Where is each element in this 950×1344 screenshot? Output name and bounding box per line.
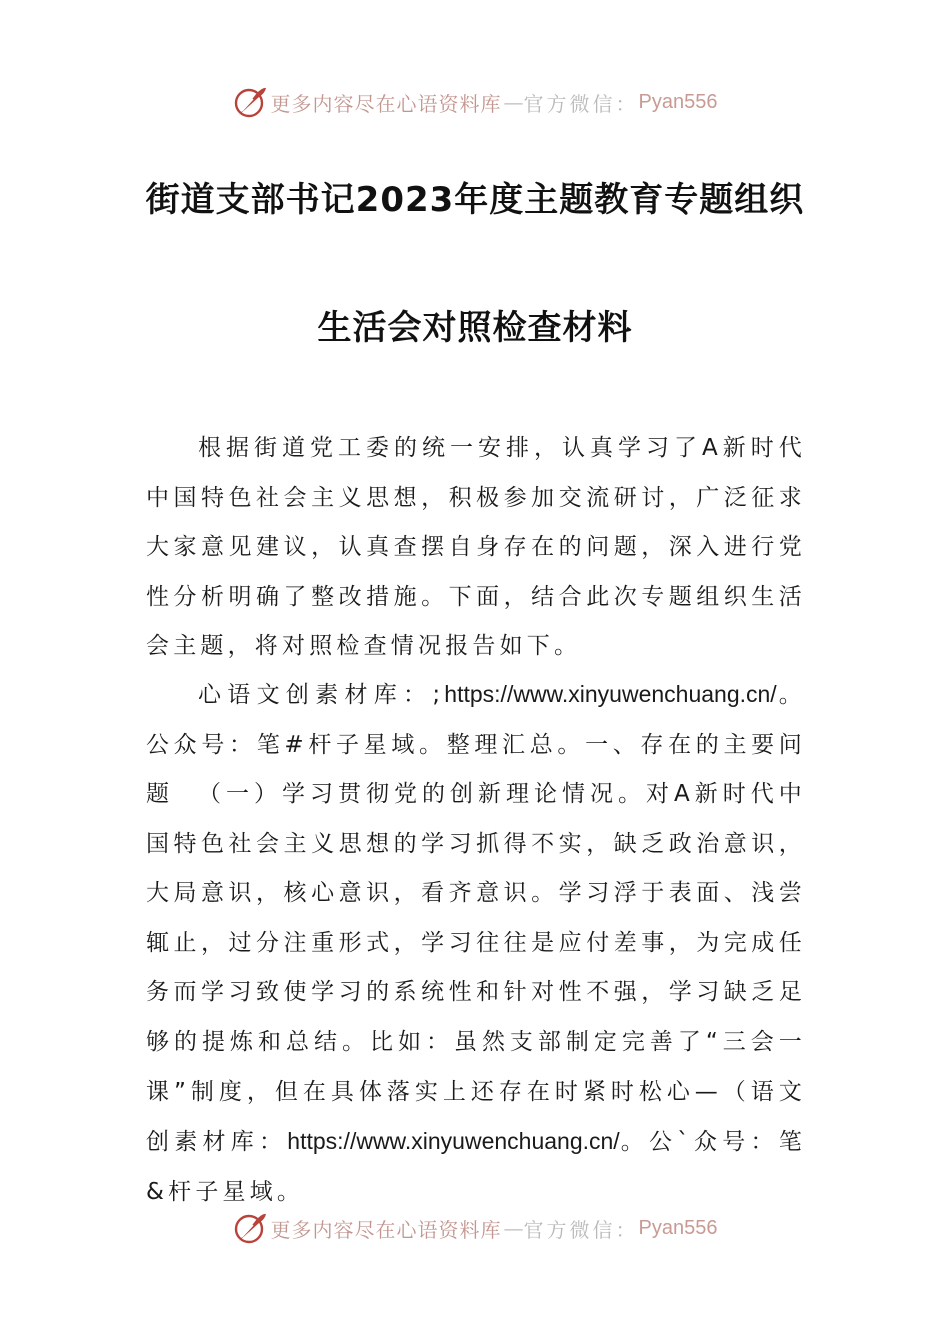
banner-site-text: 更多内容尽在心语资料库	[270, 1217, 502, 1242]
section-1-text: （一）学习贯彻党的创新理论情况。对A新时代中国特色社会主义思想的学习抓得不实，缺乏政治意识，大局意识，核心意识，看齐意识。学习浮于表面、浅尝辄止，过分注重形式，学习往往是应付差事，为完成任务而学习致使学习的系统性和针对性不强，学习缺乏足够的提炼和总结。比如：虽然支部制定完善了“三会一课”制度，但在具体落实上还存在时紧时松心—（语文创素材库：	[146, 781, 806, 1156]
footer-banner	[0, 1208, 950, 1248]
quill-logo-icon	[233, 85, 267, 119]
banner-dash: —	[503, 90, 522, 114]
banner-official-text: 官方微信：	[523, 1217, 639, 1242]
banner-official-text: 官方微信：	[523, 91, 639, 116]
source-note-tail: 。公众号：笔#杆子星域。整理汇总。一、存在的主要问题	[146, 682, 806, 808]
quill-logo-icon	[233, 1211, 267, 1245]
source-url: https://www.xinyuwenchuang.cn/	[444, 681, 777, 707]
document-title-line-2: 生活会对照检查材料	[317, 308, 633, 348]
header-banner	[0, 82, 950, 122]
banner-handle: Pyan556	[638, 90, 718, 113]
document-title-line-1: 街道支部书记2023年度主题教育专题组织	[145, 180, 805, 220]
source-note-text: 心语文创素材库：;	[198, 682, 445, 708]
banner-handle: Pyan556	[638, 1216, 718, 1239]
paragraph-section-1	[146, 770, 806, 1217]
section-1-tail: 。公`众号：笔&杆子星域。	[146, 1129, 807, 1205]
paragraph-intro: 根据街道党工委的统一安排，认真学习了A新时代中国特色社会主义思想，积极参加交流研讨，广泛征求大家意见建议，认真查摆自身存在的问题，深入进行党性分析明确了整改措施。下面，结合此次专题组织生活会主题，将对照检查情况报告如下。	[146, 435, 806, 660]
banner-site-text: 更多内容尽在心语资料库	[270, 91, 502, 116]
section-1-url: https://www.xinyuwenchuang.cn/	[287, 1128, 620, 1155]
banner-dash: —	[503, 1216, 522, 1240]
